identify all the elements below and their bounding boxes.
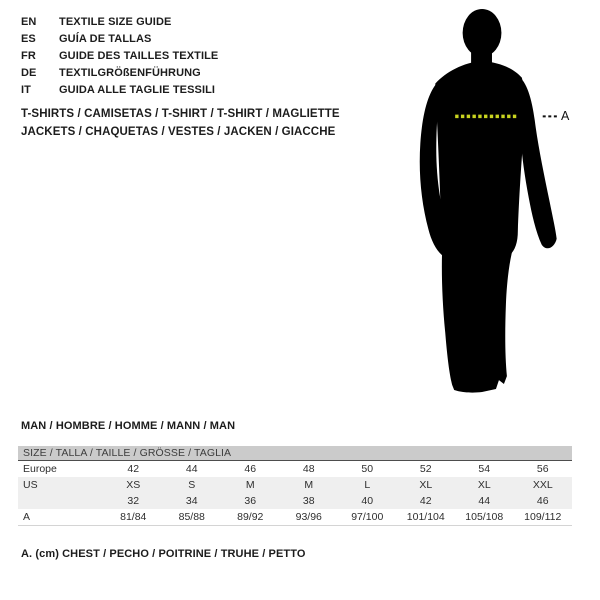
language-code: ES — [21, 32, 36, 45]
table-cell: 44 — [478, 495, 491, 507]
table-cell: 101/104 — [406, 511, 445, 523]
language-label: TEXTILE SIZE GUIDE — [59, 15, 172, 28]
language-label: GUÍA DE TALLAS — [59, 32, 152, 45]
row-label: US — [23, 479, 38, 491]
table-cell: 44 — [185, 463, 198, 475]
language-code: EN — [21, 15, 37, 28]
row-values — [104, 511, 572, 523]
table-cell: 36 — [244, 495, 257, 507]
table-cell: 46 — [244, 463, 257, 475]
table-cell: 56 — [536, 463, 549, 475]
table-cell: M — [245, 479, 255, 491]
table-row-us — [18, 477, 572, 493]
table-cell: 54 — [478, 463, 491, 475]
man-silhouette-graphic — [408, 2, 568, 395]
language-code: DE — [21, 66, 37, 79]
table-cell: 34 — [185, 495, 198, 507]
list-item — [21, 30, 218, 47]
row-values — [104, 463, 572, 475]
table-cell: L — [364, 479, 371, 491]
category-tshirts: T-SHIRTS / CAMISETAS / T-SHIRT / T-SHIRT / MAGLIETTE — [21, 108, 340, 120]
garment-categories — [21, 106, 340, 141]
size-table — [18, 446, 572, 526]
table-row-europe — [18, 461, 572, 477]
table-cell: 38 — [302, 495, 315, 507]
measure-label-a: A — [561, 109, 570, 123]
table-cell: 48 — [302, 463, 315, 475]
row-values — [104, 479, 572, 491]
language-label: GUIDE DES TAILLES TEXTILE — [59, 49, 219, 62]
man-silhouette-figure — [408, 2, 568, 395]
language-code: IT — [21, 83, 31, 96]
list-item — [21, 47, 218, 64]
language-code: FR — [21, 49, 36, 62]
table-cell: 89/92 — [237, 511, 264, 523]
list-item — [21, 13, 218, 30]
table-row-chest-a — [18, 509, 572, 525]
row-label: Europe — [23, 463, 57, 475]
row-label: A — [23, 511, 31, 523]
language-label: GUIDA ALLE TAGLIE TESSILI — [59, 83, 216, 96]
table-cell: M — [304, 479, 314, 491]
table-cell: XL — [477, 479, 491, 491]
table-cell: 85/88 — [178, 511, 205, 523]
size-table-header: SIZE / TALLA / TAILLE / GRÖSSE / TAGLIA — [18, 446, 572, 461]
table-cell: 109/112 — [524, 511, 562, 523]
table-cell: XS — [126, 479, 141, 491]
table-cell: 105/108 — [465, 511, 504, 523]
table-cell: XXL — [532, 479, 553, 491]
table-cell: 40 — [361, 495, 374, 507]
table-cell: 97/100 — [351, 511, 384, 523]
table-row-uk — [18, 493, 572, 509]
table-cell: 52 — [419, 463, 432, 475]
table-cell: 42 — [127, 463, 140, 475]
section-title-man: MAN / HOMBRE / HOMME / MANN / MAN — [21, 420, 236, 432]
category-jackets: JACKETS / CHAQUETAS / VESTES / JACKEN / GIACCHE — [21, 125, 336, 138]
table-cell: S — [188, 479, 196, 491]
table-cell: 46 — [536, 495, 549, 507]
table-cell: 93/96 — [295, 511, 322, 523]
row-values — [104, 495, 572, 507]
measurement-footnote: A. (cm) CHEST / PECHO / POITRINE / TRUHE / PETTO — [21, 548, 306, 560]
list-item — [21, 81, 218, 98]
language-label: TEXTILGRÖßENFÜHRUNG — [59, 66, 201, 79]
language-list — [21, 13, 218, 98]
table-cell: 32 — [127, 495, 140, 507]
list-item — [21, 64, 218, 81]
table-cell: 50 — [361, 463, 374, 475]
table-cell: XL — [419, 479, 433, 491]
table-cell: 81/84 — [120, 511, 147, 523]
table-cell: 42 — [419, 495, 432, 507]
